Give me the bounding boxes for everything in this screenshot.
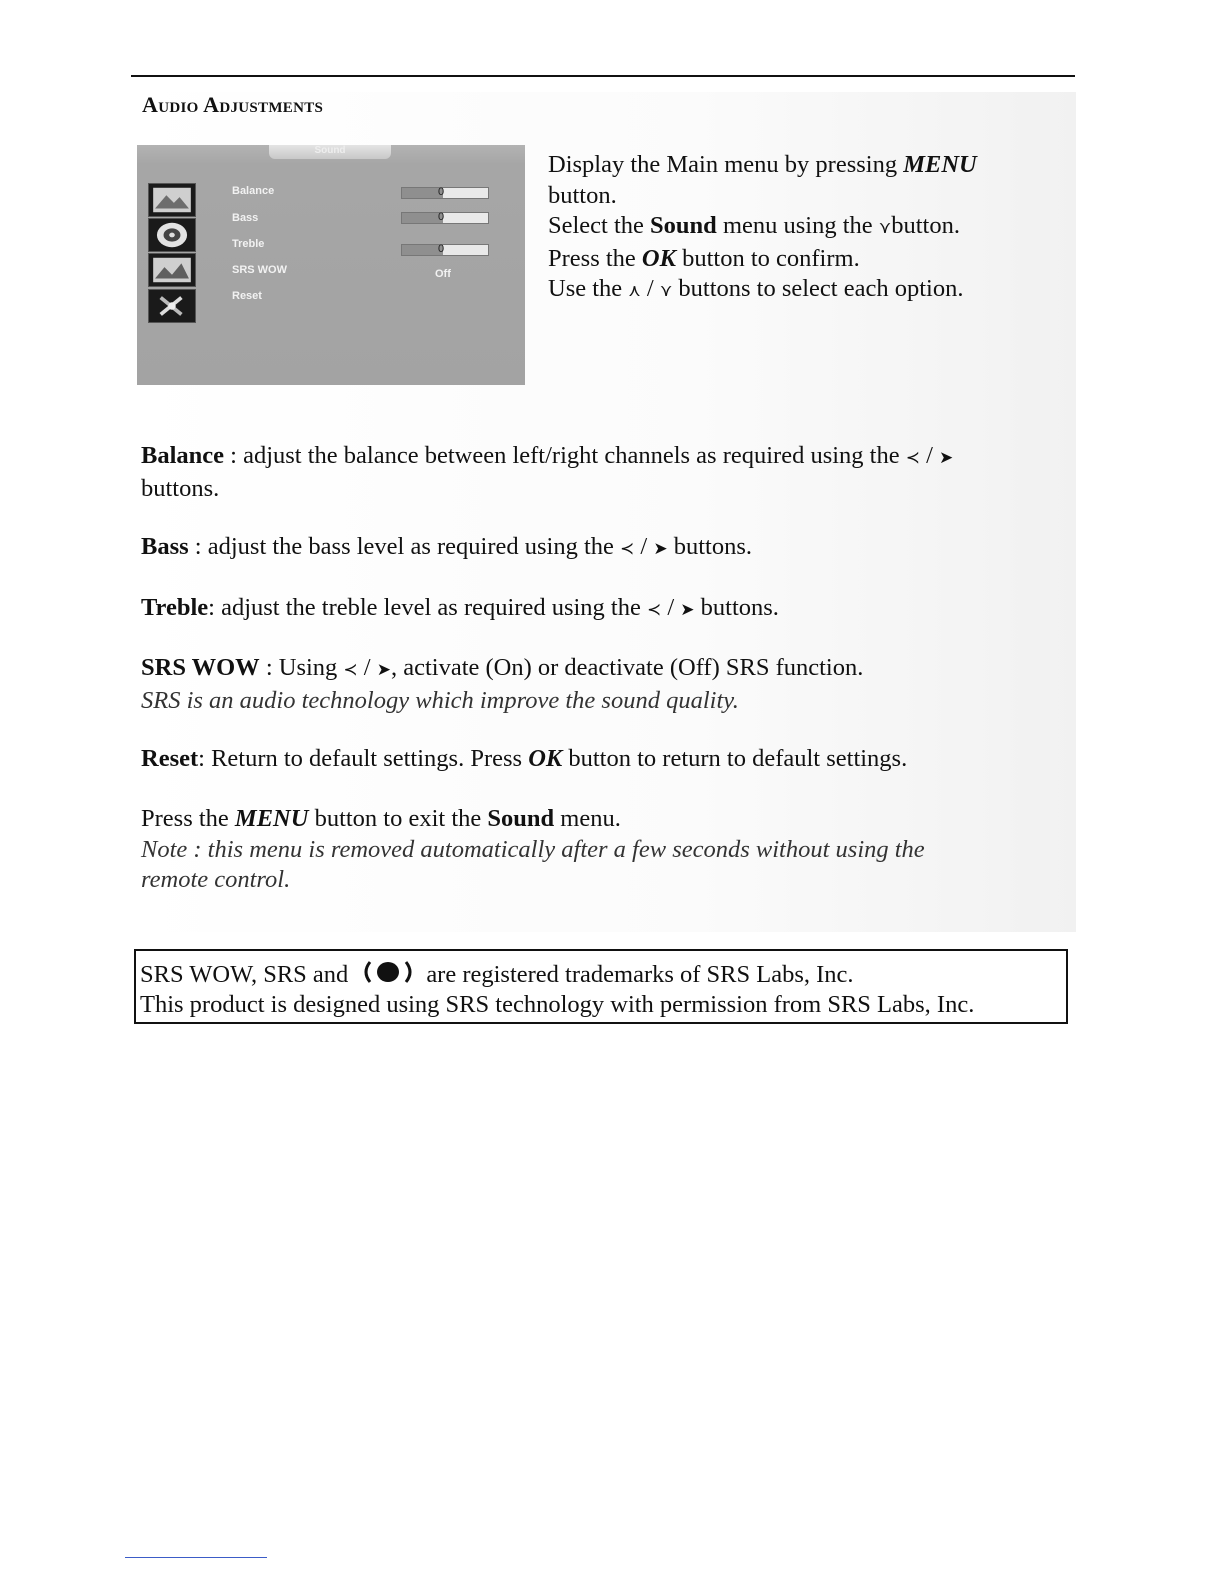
bass-term: Bass [141,533,189,560]
slash: / [661,594,681,621]
intro-text: button to confirm. [675,244,860,272]
menu-item-treble: Treble [232,238,265,250]
exit-text: button to exit the [308,805,488,832]
bass-text: : adjust the bass level as required using the [188,533,621,560]
left-arrow-icon: ≺ [646,600,662,620]
down-arrow-icon: ⋎ [659,281,673,301]
bass-slider [401,212,489,224]
menu-key-label: MENU [903,151,977,178]
treble-paragraph [141,593,1041,626]
srs-note: SRS is an audio technology which improve the sound quality. [141,686,739,714]
treble-slider [401,244,489,256]
slash: / [357,654,377,681]
srs-wow-tail: , activate (On) or deactivate (Off) SRS function. [390,654,864,681]
reset-tail: button to return to default settings. [562,745,908,772]
intro-instructions [548,150,1038,307]
balance-paragraph [141,441,1041,504]
right-arrow-icon: ➤ [680,600,695,620]
bass-paragraph [141,532,1041,565]
treble-term: Treble [141,594,209,621]
menu-tab-title: Sound [269,145,391,159]
exit-text: menu. [554,805,621,832]
intro-text: menu using the [716,212,879,239]
trademark-text: are registered trademarks of SRS Labs, Inc. [426,961,854,988]
exit-paragraph [141,804,1041,896]
intro-text: buttons to select each option. [672,275,964,302]
menu-key-label: MENU [234,805,309,832]
balance-term: Balance [141,442,225,469]
balance-text: : adjust the balance between left/right channels as required using the [224,442,906,469]
intro-text: Select the [548,212,651,239]
treble-tail: buttons. [694,594,779,621]
trademark-notice [134,949,1068,1024]
exit-note: Note : this menu is removed automatically after a few seconds without using the remote control. [141,835,925,893]
menu-item-balance: Balance [232,185,275,197]
srs-wow-text: : Using [259,654,344,681]
balance-value: 0 [438,186,445,198]
left-arrow-icon: ≺ [905,448,920,468]
treble-text: : adjust the treble level as required using the [208,594,647,621]
ok-key-label: OK [641,244,676,272]
srs-wow-value: Off [435,268,451,280]
trademark-text: SRS WOW, SRS and [140,961,349,988]
srs-wow-paragraph [141,653,1041,716]
reset-text: : Return to default settings. Press [198,745,529,772]
sound-disc-icon [148,218,196,252]
exit-text: Press the [141,805,235,832]
bass-tail: buttons. [667,533,753,560]
reset-paragraph [141,744,1041,775]
right-arrow-icon: ➤ [376,660,391,680]
tools-icon [148,289,196,323]
balance-slider [401,187,489,199]
footnote-rule [125,1557,267,1558]
sound-menu-label: Sound [487,805,555,832]
picture-icon [148,183,196,217]
intro-text: button. [548,181,617,209]
reset-term: Reset [141,745,199,772]
ok-key-label: OK [528,745,563,772]
slash: / [640,275,660,302]
trademark-permission: This product is designed using SRS technology with permission from SRS Labs, Inc. [140,991,975,1018]
setup-picture-icon [148,253,196,287]
srs-logo-icon [360,960,416,984]
intro-text: Use the [548,275,629,302]
bass-value: 0 [438,211,445,223]
slash: / [919,442,940,469]
intro-text: Display the Main menu by pressing [548,151,904,178]
right-arrow-icon: ➤ [653,539,668,559]
down-arrow-icon: ⋎ [878,218,892,238]
tv-sound-menu-screenshot [137,145,525,385]
balance-tail: buttons. [141,474,220,502]
right-arrow-icon: ➤ [939,448,954,468]
srs-wow-term: SRS WOW [141,654,260,681]
menu-item-reset: Reset [232,290,262,302]
menu-item-bass: Bass [232,212,259,224]
treble-value: 0 [438,243,445,255]
left-arrow-icon: ≺ [343,660,358,680]
intro-text: Press the [548,244,642,272]
menu-item-srs-wow: SRS WOW [232,264,287,276]
slash: / [634,533,654,560]
top-rule [131,75,1075,77]
left-arrow-icon: ≺ [620,539,635,559]
section-title: Audio Adjustments [142,92,324,117]
sound-menu-label: Sound [650,212,717,239]
up-arrow-icon: ⋏ [628,281,641,301]
intro-text: button. [891,212,960,239]
